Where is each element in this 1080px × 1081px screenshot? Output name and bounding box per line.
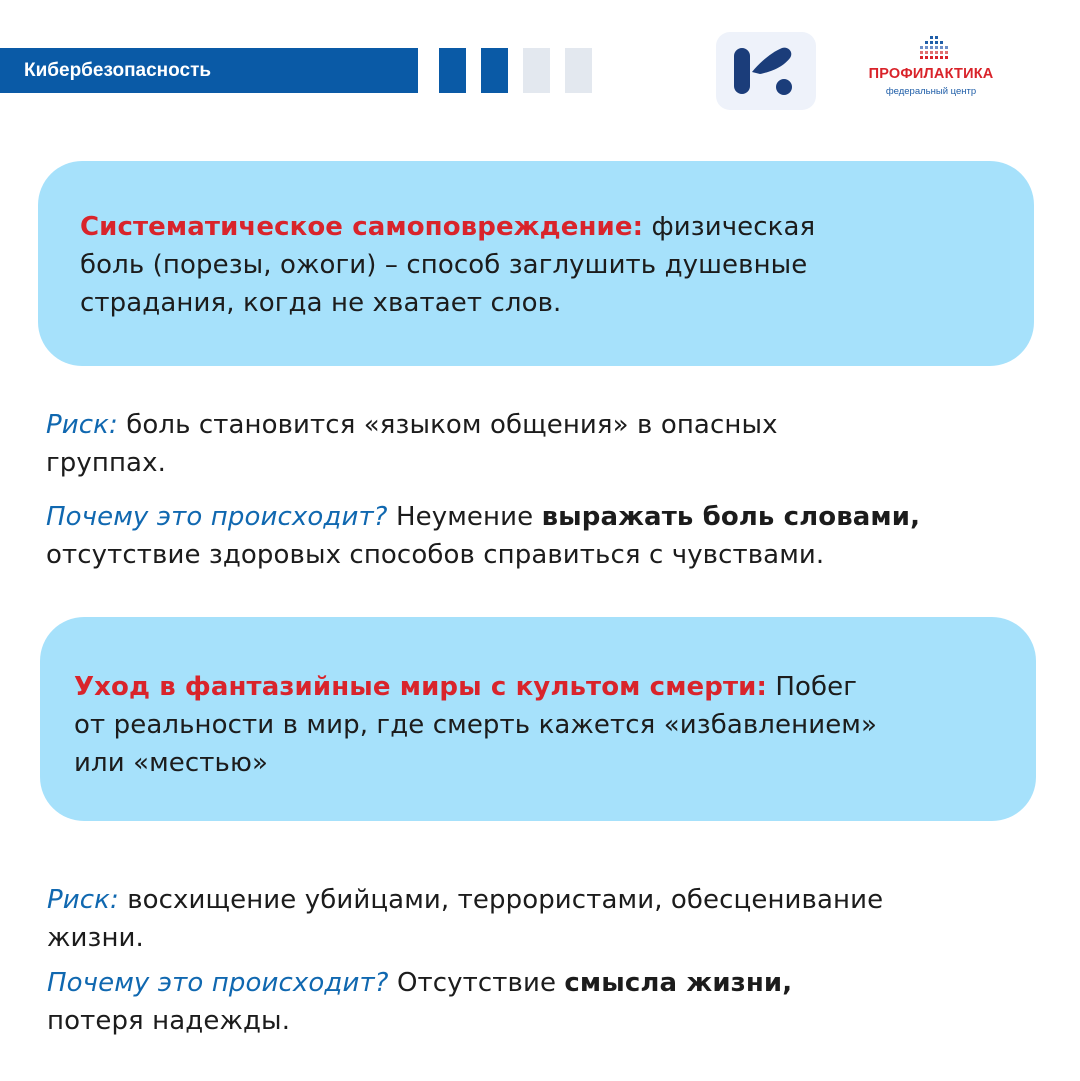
risk-label: Риск:: [47, 885, 119, 915]
card-death-cult-term: Уход в фантазийные миры с культом смерти:: [74, 672, 767, 702]
header-title: Кибербезопасность: [0, 48, 418, 93]
header-deco-square-2: [481, 48, 508, 93]
card-death-cult-line1-rest: Побег: [766, 672, 857, 702]
card-death-cult-text: [74, 668, 877, 782]
card-self-harm-text: [80, 208, 815, 322]
why-text: Отсутствие: [388, 968, 565, 998]
risk-paragraph-1: [46, 406, 778, 482]
risk-text: боль становится «языком общения» в опасных: [117, 410, 778, 440]
why-label: Почему это происходит?: [46, 502, 388, 532]
header-deco-square-4: [565, 48, 592, 93]
card-self-harm-line1-rest: физическая: [643, 212, 816, 242]
header-deco-square-1: [439, 48, 466, 93]
card-death-cult-line-2: от реальности в мир, где смерть кажется «избавлением»: [74, 710, 878, 740]
risk-text-line-2: жизни.: [47, 923, 144, 953]
card-self-harm-term: Систематическое самоповреждение:: [80, 212, 644, 242]
profilaktika-subtitle: федеральный центр: [885, 86, 977, 97]
why-text: Неумение: [387, 502, 542, 532]
card-death-cult-line-1: [74, 668, 877, 706]
profilaktika-logo: [858, 36, 1008, 102]
k-logo-icon: [716, 32, 816, 110]
card-self-harm-line-3: страдания, когда не хватает слов.: [80, 288, 562, 318]
profilaktika-name: ПРОФИЛАКТИКА: [868, 66, 994, 82]
k-logo: [716, 32, 816, 110]
card-death-cult-line-3: или «местью»: [74, 748, 268, 778]
why-label: Почему это происходит?: [47, 968, 389, 998]
risk-text-line-2: группах.: [46, 448, 166, 478]
risk-label: Риск:: [46, 410, 118, 440]
header-deco-square-3: [523, 48, 550, 93]
card-self-harm-line-1: [80, 208, 815, 246]
risk-text: восхищение убийцами, террористами, обесценивание: [118, 885, 884, 915]
card-self-harm-line-2: боль (порезы, ожоги) – способ заглушить душевные: [80, 250, 808, 280]
why-text-line-2: потеря надежды.: [47, 1006, 291, 1036]
why-paragraph-1: [46, 498, 920, 574]
why-highlight: выражать боль словами,: [541, 502, 921, 532]
risk-paragraph-2: [47, 881, 883, 957]
why-highlight: смысла жизни,: [564, 968, 793, 998]
profilaktika-grid-icon: [920, 36, 948, 62]
why-text-line-2: отсутствие здоровых способов справиться с чувствами.: [46, 540, 825, 570]
why-paragraph-2: [47, 964, 792, 1040]
